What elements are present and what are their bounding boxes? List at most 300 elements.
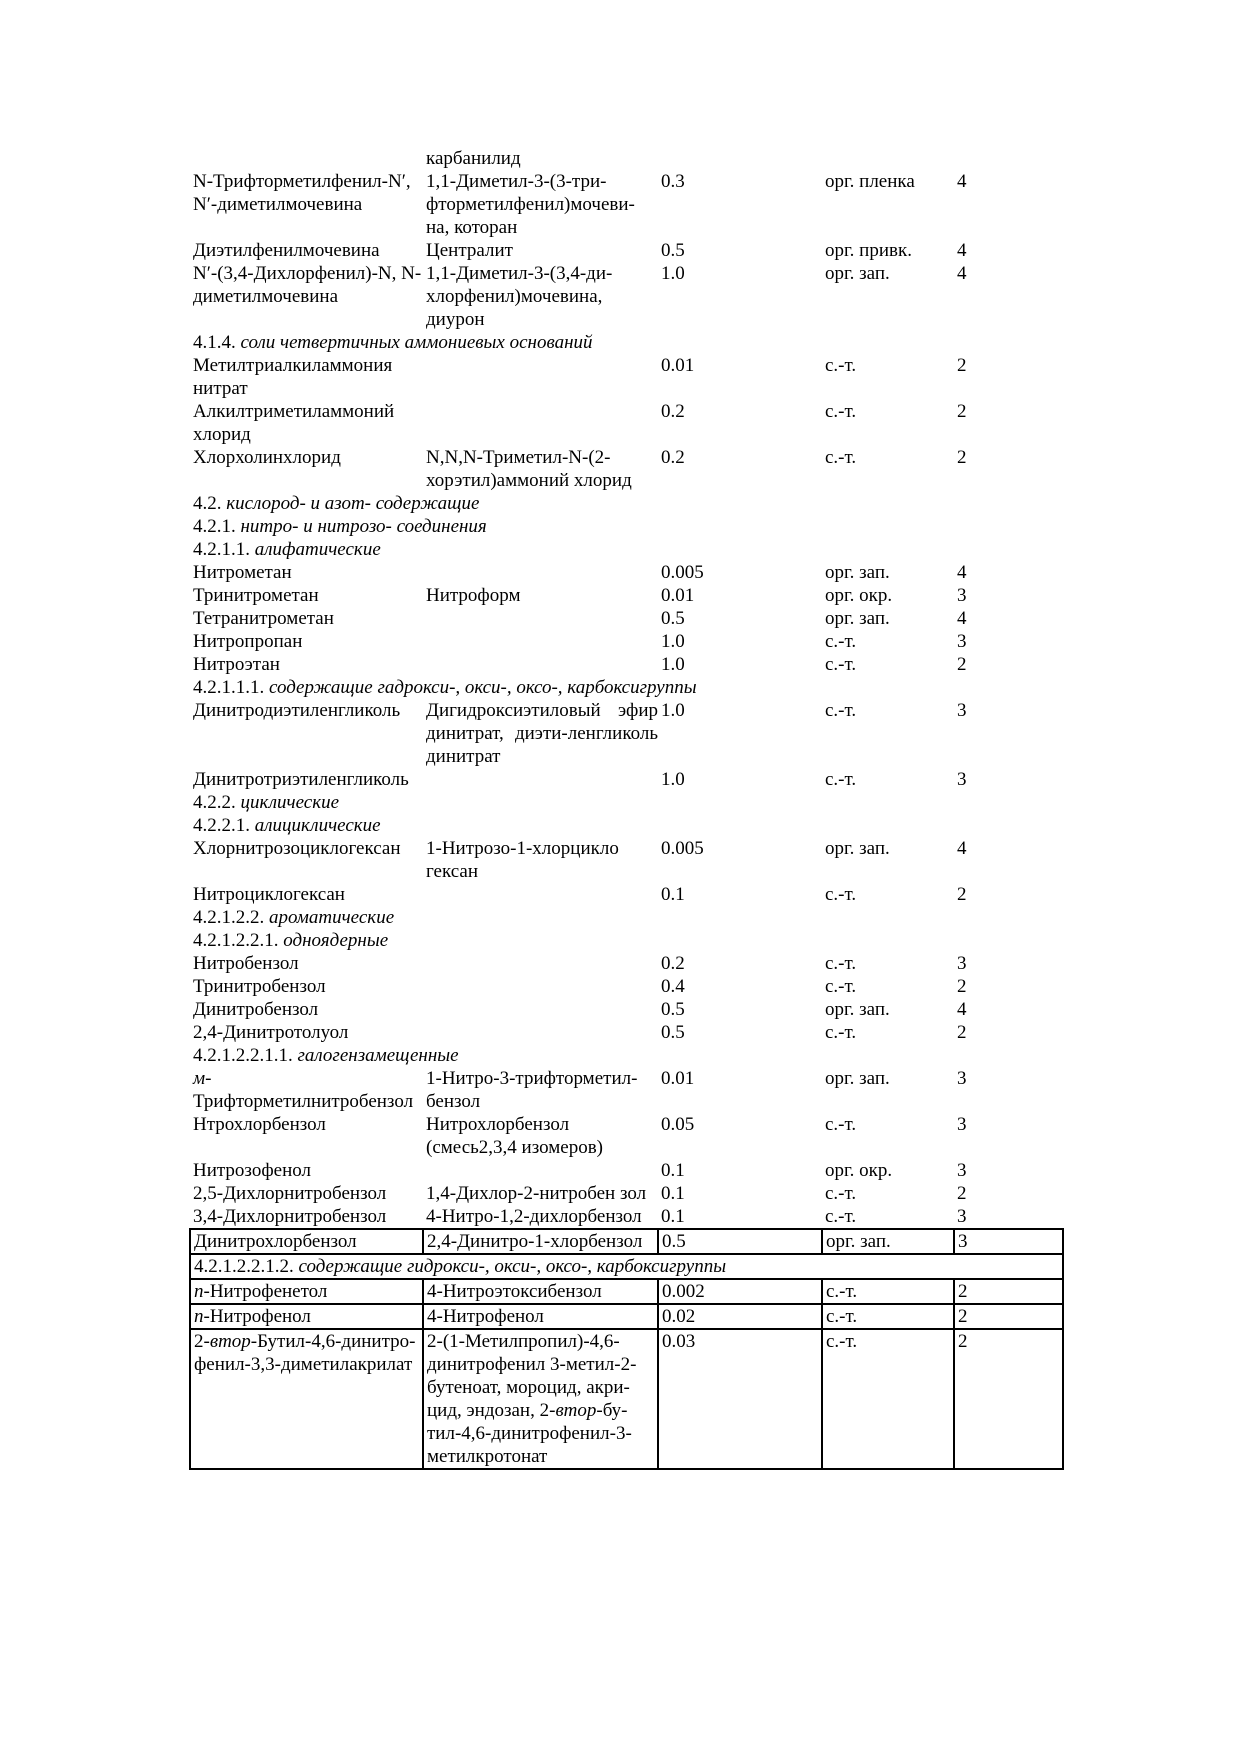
substance-name-text: 2,5-Дихлорнитробензол — [193, 1183, 387, 1204]
hazard-class-text: 3 — [958, 1231, 968, 1252]
substance-row — [190, 446, 1063, 492]
hazard-class-text: 2 — [958, 1281, 968, 1302]
substance-row — [190, 354, 1063, 400]
concentration-limit — [658, 837, 822, 883]
concentration-limit — [658, 584, 822, 607]
section-heading-row — [190, 676, 1063, 699]
concentration-limit — [658, 653, 822, 676]
substance-name — [190, 699, 423, 768]
hazard-indicator — [822, 1067, 954, 1113]
hazard-class-text: 3 — [957, 631, 967, 652]
synonym-text: Нитроформ — [426, 585, 521, 606]
hazard-indicator-text: с.-т. — [826, 1281, 858, 1302]
synonym — [423, 653, 658, 676]
hazard-class — [954, 239, 1063, 262]
hazard-class-text: 3 — [957, 1206, 967, 1227]
substance-name — [190, 768, 423, 791]
synonym — [423, 1021, 658, 1044]
hazard-class-text: 4 — [957, 171, 967, 192]
concentration-limit — [658, 400, 822, 446]
hazard-class — [954, 975, 1063, 998]
section-number: 4.2. — [193, 493, 222, 514]
synonym — [423, 1279, 658, 1304]
hazard-indicator-text: с.-т. — [825, 700, 857, 721]
substance-row — [190, 400, 1063, 446]
concentration-limit-text: 0.3 — [661, 171, 685, 192]
hazard-class — [954, 1279, 1063, 1304]
section-title: алициклические — [254, 815, 381, 836]
substance-name-text: Хлорнитрозоциклогексан — [193, 838, 401, 859]
concentration-limit — [658, 561, 822, 584]
substance-name — [190, 239, 423, 262]
hazard-class-text: 4 — [957, 562, 967, 583]
section-heading-row — [190, 906, 1063, 929]
substance-name-text: 2,4-Динитротолуол — [193, 1022, 349, 1043]
synonym — [423, 699, 658, 768]
concentration-limit-text: 0.1 — [661, 884, 685, 905]
hazard-indicator-text: с.-т. — [826, 1306, 858, 1327]
synonym — [423, 1182, 658, 1205]
concentration-limit — [658, 883, 822, 906]
hazard-class-text: 2 — [957, 654, 967, 675]
italic-prefix: n — [194, 1281, 204, 1302]
section-heading — [190, 1254, 1063, 1279]
substance-row — [190, 1304, 1063, 1329]
synonym — [423, 584, 658, 607]
hazard-indicator-text: с.-т. — [825, 355, 857, 376]
hazard-class — [954, 584, 1063, 607]
synonym-text: 1,4-Дихлор-2-нитробен зол — [426, 1183, 647, 1204]
section-heading — [190, 929, 1063, 952]
hazard-indicator-text: с.-т. — [825, 953, 857, 974]
synonym — [423, 607, 658, 630]
hazard-indicator-text: орг. зап. — [825, 999, 890, 1020]
hazard-class — [954, 354, 1063, 400]
hazard-indicator-text: с.-т. — [826, 1331, 858, 1352]
hazard-class-text: 2 — [957, 976, 967, 997]
hazard-indicator — [822, 262, 954, 331]
hazard-class-text: 2 — [957, 1022, 967, 1043]
synonym — [423, 446, 658, 492]
substance-name — [190, 837, 423, 883]
substance-row — [190, 975, 1063, 998]
hazard-indicator-text: орг. зап. — [825, 1068, 890, 1089]
section-heading — [190, 676, 1063, 699]
substance-name-text: N-Трифторметилфенил-N′, N′-диметилмочевина — [193, 171, 411, 215]
hazard-class-text: 3 — [957, 1114, 967, 1135]
section-title: нитро- и нитрозо- соединения — [240, 516, 487, 537]
hazard-indicator — [822, 768, 954, 791]
substance-row — [190, 699, 1063, 768]
concentration-limit — [658, 768, 822, 791]
concentration-limit-text: 0.2 — [661, 953, 685, 974]
substance-name — [190, 653, 423, 676]
hazard-indicator — [822, 653, 954, 676]
substance-name — [190, 998, 423, 1021]
hazard-indicator — [822, 354, 954, 400]
substance-row — [190, 1205, 1063, 1229]
hazard-class — [954, 952, 1063, 975]
concentration-limit-text: 0.1 — [661, 1183, 685, 1204]
hazard-indicator — [822, 170, 954, 239]
hazard-class-text: 2 — [957, 884, 967, 905]
section-heading — [190, 515, 1063, 538]
hazard-class — [954, 998, 1063, 1021]
hazard-class-text: 4 — [957, 999, 967, 1020]
section-number: 4.2.2. — [193, 792, 236, 813]
hazard-class-text: 3 — [957, 585, 967, 606]
concentration-limit-text: 1.0 — [661, 631, 685, 652]
hazard-indicator — [822, 584, 954, 607]
substance-row — [190, 653, 1063, 676]
substance-name — [190, 400, 423, 446]
hazard-class-text: 3 — [957, 700, 967, 721]
substance-name-text: Хлорхолинхлорид — [193, 447, 341, 468]
substance-name-text: N′-(3,4-Дихлорфенил)-N, N-диметилмочевина — [193, 263, 422, 307]
synonym — [423, 1113, 658, 1159]
hazard-indicator — [822, 1182, 954, 1205]
concentration-limit — [658, 147, 822, 170]
synonym-text: 2,4-Динитро-1-хлорбензол — [427, 1231, 643, 1252]
concentration-limit — [658, 998, 822, 1021]
substance-name — [190, 607, 423, 630]
concentration-limit — [658, 952, 822, 975]
hazard-class-text: 2 — [957, 401, 967, 422]
substance-name-text: -Нитрофенол — [203, 1306, 311, 1327]
substance-name — [190, 1067, 423, 1113]
section-heading-row — [190, 1044, 1063, 1067]
substance-name — [190, 630, 423, 653]
synonym-text: 1-Нитро-3-трифторметил-бензол — [426, 1068, 638, 1112]
substance-name-text: -Бутил-4,6-динитро-фенил-3,3-диметилакрилат — [194, 1331, 416, 1375]
hazard-indicator — [822, 400, 954, 446]
substance-name-text: Динитротриэтиленгликоль — [193, 769, 409, 790]
hazard-class — [954, 561, 1063, 584]
hazard-indicator-text: орг. зап. — [825, 608, 890, 629]
substance-name — [190, 147, 423, 170]
section-title: соли четвертичных аммониевых оснований — [240, 332, 593, 353]
section-heading-row — [190, 929, 1063, 952]
substance-name-text: Нитробензол — [193, 953, 299, 974]
hazard-indicator-text: с.-т. — [825, 401, 857, 422]
synonym — [423, 354, 658, 400]
concentration-limit-text: 0.005 — [661, 562, 704, 583]
concentration-limit-text: 0.5 — [661, 1022, 685, 1043]
substance-row — [190, 1182, 1063, 1205]
hazard-class-text: 2 — [957, 1183, 967, 1204]
section-heading-row — [190, 814, 1063, 837]
concentration-limit — [658, 1159, 822, 1182]
substance-name-text: Тетранитрометан — [193, 608, 334, 629]
concentration-limit-text: 0.002 — [662, 1281, 705, 1302]
synonym — [423, 1229, 658, 1254]
hazard-indicator-text: с.-т. — [825, 447, 857, 468]
substance-row — [190, 1113, 1063, 1159]
concentration-limit-text: 1.0 — [661, 700, 685, 721]
substance-row — [190, 768, 1063, 791]
section-heading-row — [190, 1254, 1063, 1279]
concentration-limit-text: 0.01 — [661, 1068, 695, 1089]
hazard-class — [954, 653, 1063, 676]
hazard-class-text: 4 — [957, 240, 967, 261]
section-title: циклические — [240, 792, 340, 813]
substance-name — [190, 1159, 423, 1182]
hazard-indicator-text: орг. окр. — [825, 585, 893, 606]
section-heading-row — [190, 331, 1063, 354]
hygiene-standards-table — [189, 147, 1064, 1470]
hazard-class — [954, 630, 1063, 653]
hazard-class — [954, 1067, 1063, 1113]
hazard-class — [954, 1021, 1063, 1044]
synonym — [423, 768, 658, 791]
concentration-limit-text: 0.5 — [662, 1231, 686, 1252]
hazard-indicator — [822, 1113, 954, 1159]
hazard-class-text: 2 — [957, 447, 967, 468]
concentration-limit-text: 0.01 — [661, 355, 695, 376]
concentration-limit-text: 0.5 — [661, 608, 685, 629]
substance-row — [190, 1021, 1063, 1044]
section-title: ароматические — [269, 907, 395, 928]
hazard-indicator-text: с.-т. — [825, 976, 857, 997]
section-title: кислород- и азот- содержащие — [226, 493, 480, 514]
hazard-class — [954, 883, 1063, 906]
hazard-indicator — [822, 1304, 954, 1329]
section-number: 4.2.1.2.2.1.2. — [194, 1256, 294, 1277]
hazard-class — [954, 768, 1063, 791]
hazard-class — [954, 1159, 1063, 1182]
section-title: содержащие гадрокси-, окси-, оксо-, карбоксигруппы — [269, 677, 697, 698]
substance-name — [190, 1279, 423, 1304]
section-number: 4.2.1.1.1. — [193, 677, 265, 698]
hazard-indicator — [822, 1279, 954, 1304]
substance-row — [190, 883, 1063, 906]
hazard-indicator — [822, 239, 954, 262]
hazard-class — [954, 147, 1063, 170]
concentration-limit — [658, 354, 822, 400]
section-heading — [190, 814, 1063, 837]
synonym — [423, 147, 658, 170]
section-number: 4.2.1.2.2.1.1. — [193, 1045, 293, 1066]
hazard-class-text: 4 — [957, 263, 967, 284]
hazard-class — [954, 1304, 1063, 1329]
concentration-limit — [658, 1304, 822, 1329]
section-title: содержащие гидрокси-, окси-, оксо-, карбоксигруппы — [298, 1256, 727, 1277]
substance-row — [190, 1279, 1063, 1304]
hazard-indicator-text: с.-т. — [825, 654, 857, 675]
substance-name — [190, 952, 423, 975]
concentration-limit — [658, 607, 822, 630]
hazard-indicator — [822, 630, 954, 653]
synonym — [423, 239, 658, 262]
section-heading — [190, 331, 1063, 354]
substance-name — [190, 1021, 423, 1044]
synonym — [423, 975, 658, 998]
substance-row — [190, 837, 1063, 883]
concentration-limit — [658, 1279, 822, 1304]
concentration-limit-text: 0.2 — [661, 447, 685, 468]
substance-row — [190, 1329, 1063, 1469]
substance-row — [190, 998, 1063, 1021]
substance-name — [190, 170, 423, 239]
substance-name-text: Метилтриалкиламмония нитрат — [193, 355, 393, 399]
synonym — [423, 630, 658, 653]
substance-name — [190, 354, 423, 400]
section-heading — [190, 1044, 1063, 1067]
section-title: алифатические — [254, 539, 381, 560]
hazard-class-text: 2 — [957, 355, 967, 376]
italic-prefix: м — [193, 1068, 206, 1089]
hazard-indicator — [822, 883, 954, 906]
substance-name — [190, 584, 423, 607]
italic-prefix: втор — [209, 1331, 251, 1352]
section-number: 4.2.1.1. — [193, 539, 250, 560]
synonym — [423, 1067, 658, 1113]
substance-name-text: Динитробензол — [193, 999, 319, 1020]
concentration-limit — [658, 1182, 822, 1205]
hazard-class — [954, 699, 1063, 768]
substance-row — [190, 584, 1063, 607]
hazard-indicator-text: орг. привк. — [825, 240, 912, 261]
synonym — [423, 400, 658, 446]
concentration-limit-text: 0.1 — [661, 1206, 685, 1227]
section-number: 4.2.1.2.2.1. — [193, 930, 279, 951]
substance-name — [190, 1182, 423, 1205]
substance-name-text: Тринитрометан — [193, 585, 319, 606]
hazard-class — [954, 170, 1063, 239]
substance-name — [190, 975, 423, 998]
hazard-indicator — [822, 1021, 954, 1044]
hazard-class — [954, 1182, 1063, 1205]
concentration-limit — [658, 1205, 822, 1229]
section-number: 4.1.4. — [193, 332, 236, 353]
section-number: 4.2.2.1. — [193, 815, 250, 836]
synonym-text: Централит — [426, 240, 513, 261]
italic-prefix: втор — [555, 1400, 597, 1421]
concentration-limit — [658, 1329, 822, 1469]
hazard-indicator — [822, 1229, 954, 1254]
concentration-limit — [658, 699, 822, 768]
hazard-indicator-text: с.-т. — [825, 769, 857, 790]
hazard-indicator-text: орг. пленка — [825, 171, 915, 192]
hazard-indicator — [822, 561, 954, 584]
hazard-class-text: 3 — [957, 769, 967, 790]
hazard-class-text: 4 — [957, 608, 967, 629]
concentration-limit — [658, 1067, 822, 1113]
concentration-limit-text: 0.5 — [661, 240, 685, 261]
substance-row — [190, 952, 1063, 975]
substance-name-text: 3,4-Дихлорнитробензол — [193, 1206, 387, 1227]
hazard-class — [954, 446, 1063, 492]
synonym-text: Дигидроксиэтиловый эфир динитрат, диэти-ленгликоль динитрат — [426, 700, 658, 767]
hazard-indicator — [822, 147, 954, 170]
substance-name-text: Нтрохлорбензол — [193, 1114, 326, 1135]
hazard-class — [954, 1229, 1063, 1254]
concentration-limit-text: 0.2 — [661, 401, 685, 422]
substance-name — [190, 1304, 423, 1329]
section-heading-row — [190, 791, 1063, 814]
substance-row — [190, 1229, 1063, 1254]
hazard-class — [954, 837, 1063, 883]
concentration-limit — [658, 170, 822, 239]
hazard-indicator — [822, 837, 954, 883]
synonym — [423, 1159, 658, 1182]
synonym-text: N,N,N-Триметил-N-(2-хорэтил)аммоний хлорид — [426, 447, 632, 491]
substance-name-text: -Нитрофенетол — [203, 1281, 328, 1302]
substance-name-text: Тринитробензол — [193, 976, 326, 997]
substance-name — [190, 1113, 423, 1159]
concentration-limit-text: 1.0 — [661, 654, 685, 675]
substance-name-text: -Трифторметилнитробензол — [193, 1068, 414, 1112]
hazard-class — [954, 1329, 1063, 1469]
section-heading-row — [190, 538, 1063, 561]
hazard-indicator — [822, 975, 954, 998]
section-number: 4.2.1.2.2. — [193, 907, 265, 928]
concentration-limit — [658, 630, 822, 653]
hazard-indicator-text: орг. зап. — [825, 838, 890, 859]
concentration-limit-text: 0.05 — [661, 1114, 695, 1135]
hazard-indicator — [822, 446, 954, 492]
substance-name-text: Динитродиэтиленгликоль — [193, 700, 401, 721]
synonym — [423, 837, 658, 883]
section-heading — [190, 906, 1063, 929]
substance-row — [190, 630, 1063, 653]
hazard-indicator-text: с.-т. — [825, 1183, 857, 1204]
hazard-class — [954, 262, 1063, 331]
concentration-limit — [658, 1229, 822, 1254]
synonym — [423, 883, 658, 906]
concentration-limit — [658, 262, 822, 331]
substance-name — [190, 1229, 423, 1254]
concentration-limit-text: 1.0 — [661, 263, 685, 284]
section-heading — [190, 538, 1063, 561]
concentration-limit-text: 0.5 — [661, 999, 685, 1020]
substance-row — [190, 262, 1063, 331]
hazard-class-text: 3 — [957, 1068, 967, 1089]
hazard-indicator-text: орг. зап. — [825, 263, 890, 284]
hazard-class-text: 3 — [957, 953, 967, 974]
concentration-limit — [658, 975, 822, 998]
substance-name-text: Нитроциклогексан — [193, 884, 345, 905]
substance-row — [190, 1067, 1063, 1113]
section-heading-row — [190, 515, 1063, 538]
substance-name-text: Диэтилфенилмочевина — [193, 240, 380, 261]
hazard-indicator-text: с.-т. — [825, 1022, 857, 1043]
synonym — [423, 1304, 658, 1329]
section-number: 4.2.1. — [193, 516, 236, 537]
concentration-limit-text: 1.0 — [661, 769, 685, 790]
cell-text-prefix: 2- — [194, 1331, 210, 1352]
hazard-indicator — [822, 1205, 954, 1229]
substance-row — [190, 1159, 1063, 1182]
synonym-text: 1,1-Диметил-3-(3-три-фторметилфенил)мочеви-на, которан — [426, 171, 635, 238]
substance-name — [190, 446, 423, 492]
hazard-indicator — [822, 998, 954, 1021]
hazard-indicator-text: с.-т. — [825, 1114, 857, 1135]
concentration-limit-text: 0.01 — [661, 585, 695, 606]
substance-name — [190, 883, 423, 906]
italic-prefix: n — [194, 1306, 204, 1327]
hazard-class — [954, 607, 1063, 630]
hazard-indicator — [822, 607, 954, 630]
synonym-text: Нитрохлорбензол (смесь2,3,4 изомеров) — [426, 1114, 603, 1158]
hazard-indicator — [822, 1159, 954, 1182]
substance-row — [190, 170, 1063, 239]
substance-name-text: Нитроэтан — [193, 654, 280, 675]
hazard-indicator-text: с.-т. — [825, 1206, 857, 1227]
hazard-class — [954, 1205, 1063, 1229]
hazard-class-text: 2 — [958, 1331, 968, 1352]
concentration-limit — [658, 1021, 822, 1044]
